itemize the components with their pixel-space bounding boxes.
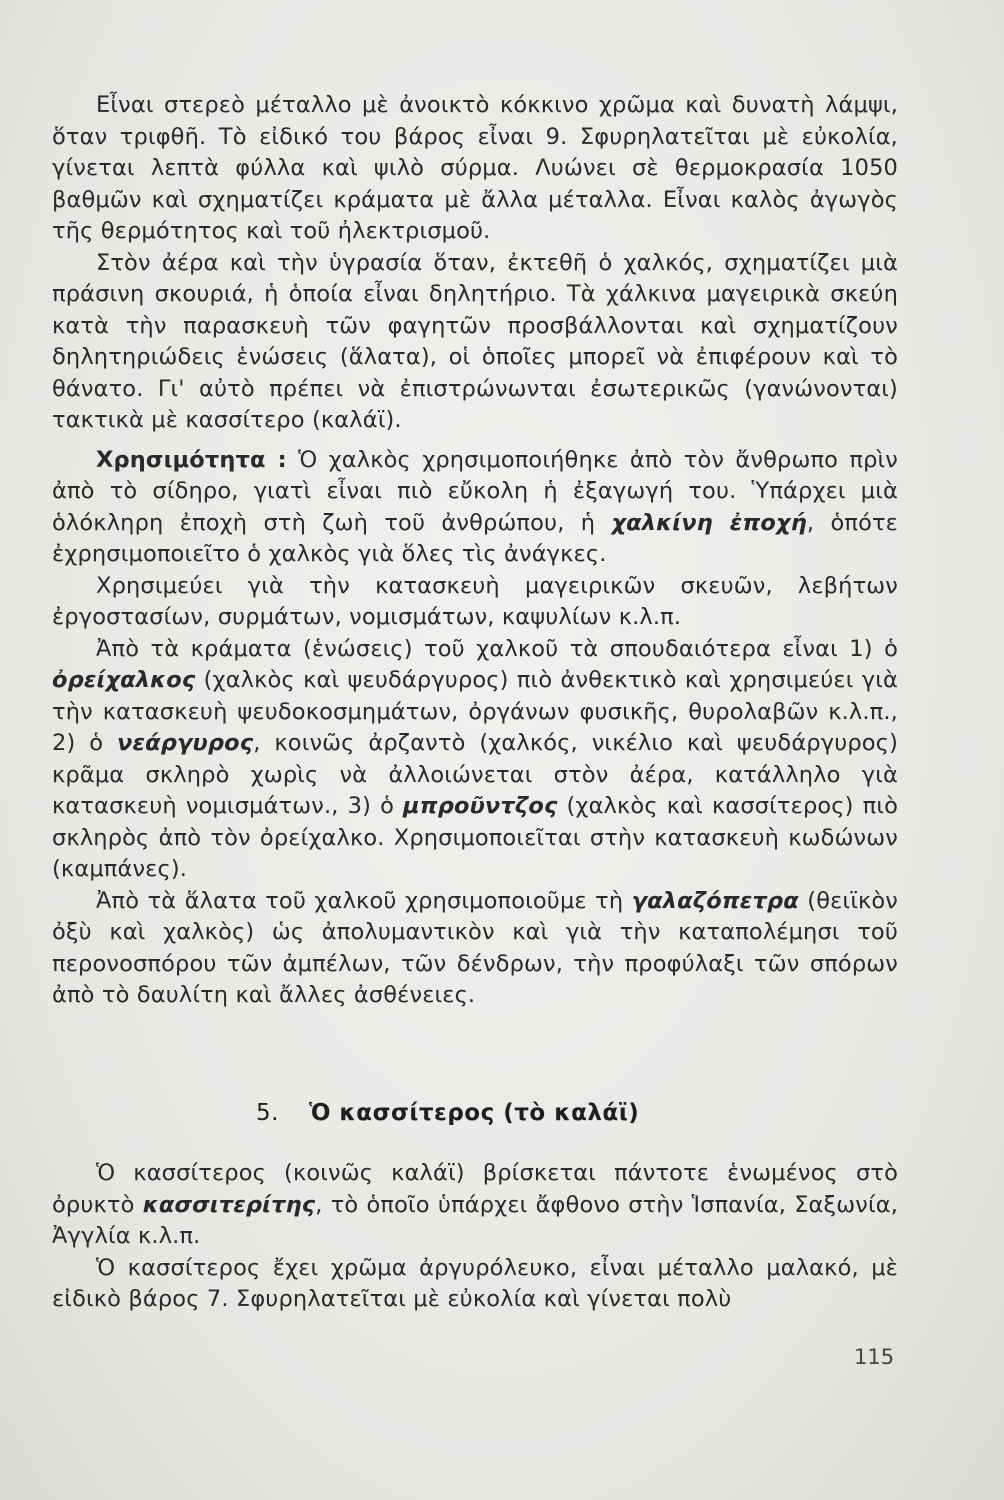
term-bronze-age: χαλκίνη ἐποχή: [611, 509, 807, 536]
text-column-bottom: [52, 1158, 898, 1316]
text-column-top: [52, 90, 898, 1012]
paragraph-usefulness: [52, 445, 898, 571]
usefulness-text-1: Ὁ χαλκὸς χρησιμοποιήθηκε ἀπὸ τὸν ἄνθρωπο πρὶν ἀπὸ τὸ σίδηρο, γιατὶ εἶναι πιὸ εὔκολη ἡ ἐξαγωγή του. Ὑπάρχει μιὰ ὁλόκληρη ἐποχὴ στὴ ζωὴ τοῦ ἀνθρώπου, ἡ: [52, 446, 898, 536]
paragraph-copper-properties: Εἶναι στερεὸ μέταλλο μὲ ἀνοικτὸ κόκκινο χρῶμα καὶ δυνατὴ λάμψι, ὅταν τριφθῆ. Τὸ εἰδικό του βάρος εἶναι 9. Σφυρηλατεῖται μὲ εὐκολία, γίνεται λεπτὰ φύλλα καὶ ψιλὸ σύρμα. Λυώνει σὲ θερμοκρασία 1050 βαθμῶν καὶ σχηματίζει κράματα μὲ ἄλλα μέταλλα. Εἶναι καλὸς ἀγωγὸς τῆς θερμότητος καὶ τοῦ ἠλεκτρισμοῦ.: [52, 92, 898, 244]
paragraph-tin-properties: Ὁ κασσίτερος ἔχει χρῶμα ἀργυρόλευκο, εἶναι μέταλλο μαλακό, μὲ εἰδικὸ βάρος 7. Σφυρηλατεῖται μὲ εὐκολία καὶ γίνεται πολὺ: [52, 1254, 898, 1312]
paragraph-salts: [52, 886, 898, 1012]
alloys-text-4: (χαλκὸς καὶ κασσίτερος) πιὸ σκληρὸς ἀπὸ τὸν ὀρείχαλκο. Χρησιμοποιεῖται στὴν κατασκευὴ κωδώνων (καμπάνες).: [52, 793, 899, 882]
term-brass: ὀρείχαλκος: [52, 667, 196, 693]
alloys-text-2: (χαλκὸς καὶ ψευδάργυρος) πιὸ ἀνθεκτικὸ καὶ χρησιμεύει γιὰ τὴν κατασκευὴ ψευδοκοσμημάτων, ὀργάνων φυσικῆς, θυρολαβῶν κ.λ.π., 2) ὁ: [52, 667, 898, 756]
section-number: 5.: [256, 1100, 279, 1126]
term-blue-vitriol: γαλαζόπετρα: [631, 887, 799, 914]
alloys-text-3: , κοινῶς ἀρζαντὸ (χαλκός, νικέλιο καὶ ψευδάργυρος) κρᾶμα σκληρὸ χωρὶς νὰ ἀλλοιώνεται στὸν ἀέρα, κατάλληλο γιὰ κατασκευὴ νομισμάτων., 3) ὁ: [52, 730, 898, 819]
tin-text-2: , τὸ ὁποῖο ὑπάρχει ἄφθονο στὴν Ἱσπανία, Σαξωνία, Ἀγγλία κ.λ.π.: [52, 1191, 898, 1249]
alloys-text-1: Ἀπὸ τὰ κράματα (ἑνώσεις) τοῦ χαλκοῦ τὰ σπουδαιότερα εἶναι 1) ὁ: [96, 635, 898, 662]
page-number: 115: [854, 1345, 895, 1369]
term-cassiterite: κασσιτερίτης: [142, 1191, 316, 1218]
usefulness-text-2: , ὁπότε ἐχρησιμοποιεῖτο ὁ χαλκὸς γιὰ ὅλες τὶς ἀνάγκες.: [52, 509, 898, 567]
section-heading: [256, 1100, 639, 1126]
paragraph-tin-occurrence: [52, 1158, 898, 1253]
paragraph-copper-rust: Στὸν ἀέρα καὶ τὴν ὑγρασία ὅταν, ἐκτεθῆ ὁ χαλκός, σχηματίζει μιὰ πράσινη σκουριά, ἡ ὁποία εἶναι δηλητήριο. Τὰ χάλκινα μαγειρικὰ σκεύη κατὰ τὴν παρασκευὴ τῶν φαγητῶν προσβάλλονται καὶ σχηματίζουν δηλητηριώδεις ἑνώσεις (ἅλατα), οἱ ὁποῖες μπορεῖ νὰ ἐπιφέρουν καὶ τὸ θάνατο. Γι' αὐτὸ πρέπει νὰ ἐπιστρώνωνται ἐσωτερικῶς (γανώνονται) τακτικὰ μὲ κασσίτερο (καλάϊ).: [52, 249, 898, 433]
usefulness-label: Χρησιμότητα :: [96, 446, 287, 473]
salts-text-1: Ἀπὸ τὰ ἅλατα τοῦ χαλκοῦ χρησιμοποιοῦμε τὴ: [96, 887, 632, 914]
salts-text-2: (θειϊκὸν ὀξὺ καὶ χαλκὸς) ὡς ἀπολυμαντικὸν καὶ γιὰ τὴν καταπολέμησι τοῦ περονοσπόρου τῶν ἀμπέλων, τῶν δένδρων, τὴν προφύλαξι τῶν σπόρων ἀπὸ τὸ δαυλίτη καὶ ἄλλες ἀσθένειες.: [52, 887, 899, 1008]
paragraph-uses: Χρησιμεύει γιὰ τὴν κατασκευὴ μαγειρικῶν σκευῶν, λεβήτων ἐργοστασίων, συρμάτων, νομισμάτων, καψυλίων κ.λ.π.: [52, 572, 898, 630]
section-title: Ὁ κασσίτερος (τὸ καλάϊ): [308, 1100, 640, 1126]
tin-text-1: Ὁ κασσίτερος (κοινῶς καλάϊ) βρίσκεται πάντοτε ἑνωμένος στὸ ὀρυκτὸ: [52, 1160, 898, 1218]
paragraph-alloys: [52, 634, 898, 886]
term-bronze: μπροῦντζος: [403, 793, 558, 819]
term-nickel-silver: νεάργυρος: [117, 730, 254, 756]
